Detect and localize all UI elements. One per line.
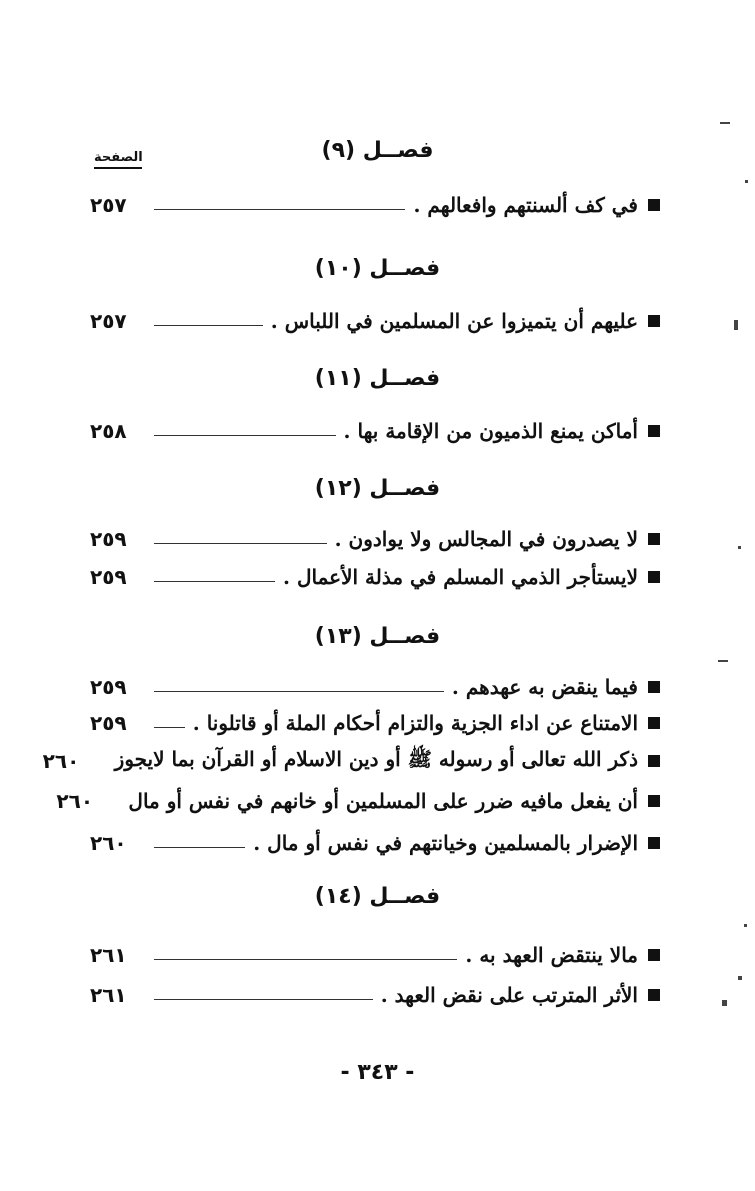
dotted-leader (154, 999, 373, 1000)
dotted-leader (154, 691, 444, 692)
square-bullet-icon (648, 533, 660, 545)
square-bullet-icon (648, 315, 660, 327)
section-title: فصــل (١٢) (314, 476, 441, 501)
section-title: فصــل (١٠) (314, 256, 441, 281)
square-bullet-icon (648, 755, 660, 767)
entry-page-number: ٢٥٩ (90, 711, 127, 735)
toc-entry[interactable] (90, 978, 660, 1012)
scan-speck (744, 924, 747, 927)
dotted-leader (154, 543, 327, 544)
scan-speck (745, 180, 748, 183)
entry-text: الإضرار بالمسلمين وخيانتهم في نفس أو مال . (253, 831, 638, 855)
section-title: فصــل (١٤) (314, 884, 441, 909)
page-number-footer: - ٣٤٣ - (340, 1060, 415, 1085)
toc-entry[interactable] (90, 188, 660, 222)
entry-text: فيما ينقض به عهدهم . (451, 675, 638, 699)
entry-page-number: ٢٥٨ (90, 419, 127, 443)
toc-entry[interactable] (90, 938, 660, 972)
entry-page-number: ٢٦٠ (90, 831, 127, 855)
entry-page-number: ٢٦٠ (42, 749, 80, 773)
entry-text: الأثر المترتب على نقض العهد . (380, 983, 638, 1007)
dotted-leader (154, 727, 185, 728)
square-bullet-icon (648, 571, 660, 583)
scan-speck (734, 320, 738, 330)
scan-speck (738, 976, 742, 980)
toc-entry[interactable] (42, 744, 660, 778)
square-bullet-icon (648, 717, 660, 729)
entry-page-number: ٢٦١ (90, 983, 127, 1007)
entry-text: الامتناع عن اداء الجزية والتزام أحكام الملة أو قاتلونا . (192, 711, 638, 735)
page-column-header: الصفحة (94, 150, 142, 169)
toc-entry[interactable] (90, 706, 660, 740)
scan-speck (720, 122, 730, 124)
toc-entry[interactable] (90, 826, 660, 860)
entry-page-number: ٢٦٠ (56, 789, 94, 813)
square-bullet-icon (648, 425, 660, 437)
toc-entry[interactable] (90, 522, 660, 556)
dotted-leader (154, 959, 457, 960)
entry-text: لايستأجر الذمي المسلم في مذلة الأعمال . (283, 565, 638, 589)
scan-speck (738, 546, 741, 549)
square-bullet-icon (648, 795, 660, 807)
dotted-leader (154, 325, 263, 326)
section-title: فصــل (٩) (321, 138, 434, 163)
entry-page-number: ٢٥٧ (90, 309, 127, 333)
entry-text: مالا ينتقض العهد به . (465, 943, 638, 967)
toc-entry[interactable] (90, 560, 660, 594)
scan-speck (722, 1000, 727, 1006)
scan-speck (718, 660, 728, 662)
entry-page-number: ٢٦١ (90, 943, 127, 967)
section-title: فصــل (١١) (314, 366, 441, 391)
square-bullet-icon (648, 949, 660, 961)
entry-text: ذكر الله تعالى أو رسوله ﷺ أو دين الاسلام أو القرآن بما لايجوز (114, 746, 638, 771)
entry-text: عليهم أن يتميزوا عن المسلمين في اللباس . (270, 309, 638, 333)
entry-text: أماكن يمنع الذميون من الإقامة بها . (343, 419, 638, 443)
square-bullet-icon (648, 199, 660, 211)
entry-text: لا يصدرون في المجالس ولا يوادون . (334, 527, 638, 551)
toc-entry[interactable] (56, 784, 660, 818)
square-bullet-icon (648, 837, 660, 849)
entry-page-number: ٢٥٧ (90, 193, 127, 217)
square-bullet-icon (648, 989, 660, 1001)
toc-entry[interactable] (90, 414, 660, 448)
dotted-leader (154, 847, 245, 848)
dotted-leader (154, 581, 275, 582)
entry-page-number: ٢٥٩ (90, 527, 127, 551)
entry-page-number: ٢٥٩ (90, 675, 127, 699)
toc-entry[interactable] (90, 670, 660, 704)
dotted-leader (154, 435, 336, 436)
entry-text: في كف ألسنتهم وافعالهم . (413, 193, 638, 217)
section-title: فصــل (١٣) (314, 624, 441, 649)
toc-entry[interactable] (90, 304, 660, 338)
entry-page-number: ٢٥٩ (90, 565, 127, 589)
square-bullet-icon (648, 681, 660, 693)
dotted-leader (154, 209, 405, 210)
entry-text: أن يفعل مافيه ضرر على المسلمين أو خانهم في نفس أو مال (128, 789, 638, 813)
